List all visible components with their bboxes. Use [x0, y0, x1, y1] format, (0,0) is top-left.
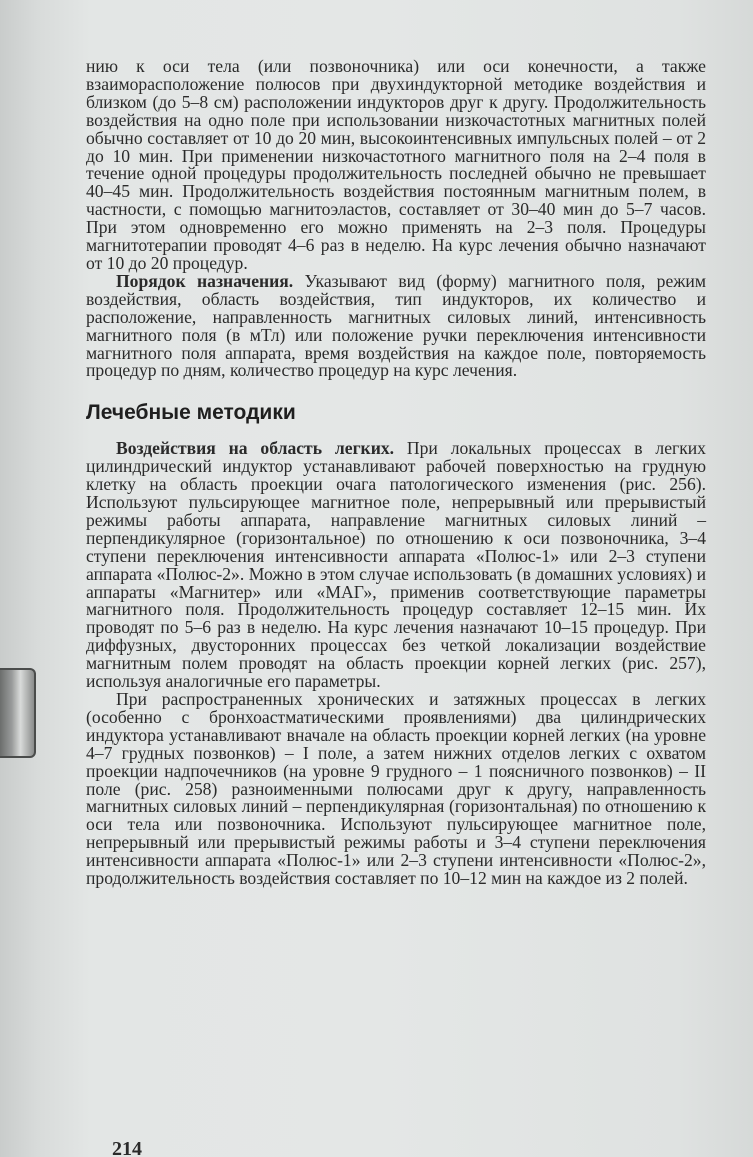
paragraph-lungs	[86, 440, 706, 691]
lungs-lead: Воздействия на область легких.	[116, 438, 395, 459]
order-lead: Порядок назначения.	[116, 270, 294, 291]
order-text: Указывают вид (форму) магнитного поля, режим воздействия, область воздействия, тип индукторов, их количество и расположение, направленность магнитных силовых линий, интенсивность магнитного поля (в мТл) или положение ручки переключения интенсивности магнитного поля аппарата, время воздействия на каждое поле, повторяемость процедур по дням, количество процедур на курс лечения.	[86, 270, 706, 381]
lungs-text: При локальных процессах в легких цилиндрический индуктор устанавливают рабочей поверхностью на грудную клетку на область проекции очага патологического изменения (рис. 256). Используют пульсирующее магнитное поле, непрерывный или прерывистый режимы работы аппарата, направление магнитных силовых линий – перпендикулярное (горизонтальное) по отношению к оси позвоночника, 3–4 ступени переключения интенсивности аппарата «Полюс-1» или 2–3 ступени аппарата «Полюс-2». Можно в этом случае использовать (в домашних условиях) и аппараты «Магнитер» или «МАГ», применив соответствующие параметры магнитного поля. Продолжительность процедур составляет 12–15 мин. Их проводят по 5–6 раз в неделю. На курс лечения назначают 10–15 процедур. При диффузных, двусторонних процессах без четкой локализации воздействие магнитным полем проводят на область проекции корней легких (рис. 257), используя аналогичные его параметры.	[86, 438, 706, 692]
section-heading: Лечебные методики	[86, 401, 296, 425]
page-text	[86, 58, 706, 888]
page-number: 214	[112, 1138, 142, 1157]
scanner-clip	[0, 668, 36, 758]
paragraph-duration: нию к оси тела (или позвоночника) или оси конечности, а также взаиморасположение полюсов при двухиндукторной методике воздействия и близком (до 5–8 см) расположении индукторов друг к другу. Продолжительность воздействия на одно поле при использовании низкочастотных магнитных полей обычно составляет от 10 до 20 мин, высокоинтенсивных импульсных полей – от 2 до 10 мин. При применении низкочастотного магнитного поля на 2–4 поля в течение одной процедуры продолжительность последней обычно не превышает 40–45 мин. Продолжительность воздействия постоянным магнитным полем, в частности, с помощью магнитоэластов, составляет от 30–40 мин до 5–7 часов. При этом одновременно его можно применять на 2–3 поля. Процедуры магнитотерапии проводят 4–6 раз в неделю. На курс лечения обычно назначают от 10 до 20 процедур.	[86, 56, 706, 273]
paragraph-order	[86, 270, 706, 381]
paragraph-chronic: При распространенных хронических и затяжных процессах в легких (особенно с бронхоастматическими проявлениями) два цилиндрических индуктора устанавливают вначале на область проекции корней легких (на уровне 4–7 грудных позвонков) – I поле, а затем нижних отделов легких с охватом проекции надпочечников (на уровне 9 грудного – 1 поясничного позвонков) – II поле (рис. 258) разноименными полюсами друг к другу, направленность магнитных силовых линий – перпендикулярная (горизонтальная) по отношению к оси тела или позвоночника. Используют пульсирующее магнитное поле, непрерывный или прерывистый режимы работы и 3–4 ступени переключения интенсивности аппарата «Полюс-1» или 2–3 ступени интенсивности «Полюс-2», продолжительность воздействия составляет по 10–12 мин на каждое из 2 полей.	[86, 689, 706, 889]
